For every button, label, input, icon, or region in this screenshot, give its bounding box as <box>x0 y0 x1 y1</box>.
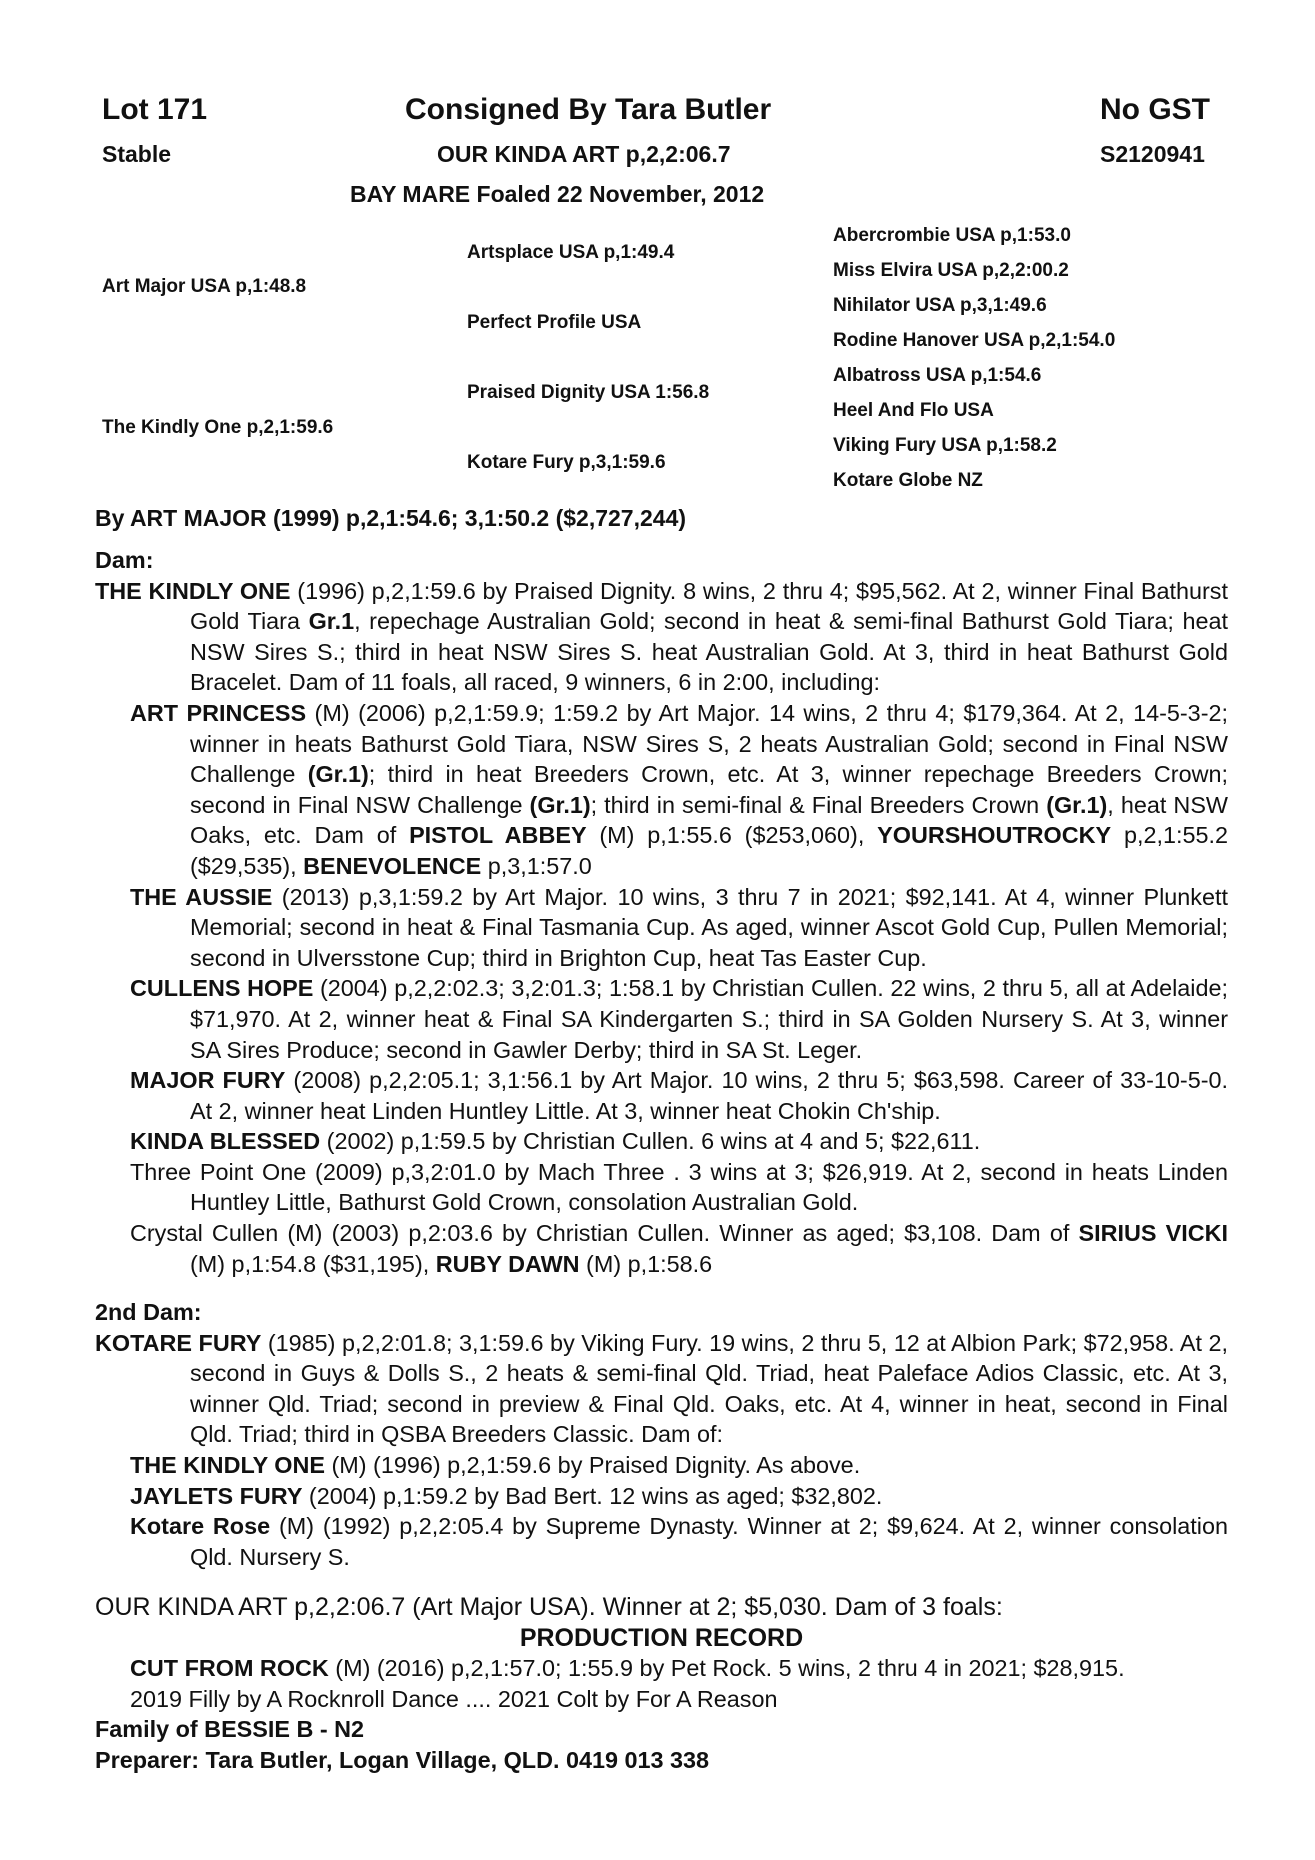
pedigree-sire: Art Major USA p,1:48.8 <box>102 276 307 297</box>
pedigree-gen2: Artsplace USA p,1:49.4 <box>467 242 675 263</box>
progeny-entry: KINDA BLESSED (2002) p,1:59.5 by Christian Cullen. 6 wins at 4 and 5; $22,611. <box>130 1128 981 1155</box>
dam-heading: Dam: <box>95 547 154 573</box>
progeny-entry: CULLENS HOPE (2004) p,2,2:02.3; 3,2:01.3; 1:58.1 by Christian Cullen. 22 wins, 2 thru 5, all at Adelaide; $71,970. At 2, winner heat & Final SA Kindergarten S.; third in SA Golden Nursery S. At 3, winner SA Sires Produce; second in Gawler Derby; third in SA St. Leger. <box>130 975 1228 1063</box>
family-line: Family of BESSIE B - N2 <box>95 1716 365 1743</box>
progeny-entry: Three Point One (2009) p,3,2:01.0 by Mach Three . 3 wins at 3; $26,919. At 2, second in heats Linden Huntley Little, Bathurst Gold Crown, consolation Australian Gold. <box>130 1158 1228 1216</box>
pedigree-dam: The Kindly One p,2,1:59.6 <box>102 417 334 438</box>
progeny-entry: Kotare Rose (M) (1992) p,2,2:05.4 by Supreme Dynasty. Winner at 2; $9,624. At 2, winner consolation Qld. Nursery S. <box>130 1513 1228 1570</box>
stable-label: Stable <box>102 141 172 167</box>
progeny-entry: THE AUSSIE (2013) p,3,1:59.2 by Art Major. 10 wins, 3 thru 7 in 2021; $92,141. At 4, winner Plunkett Memorial; second in heat & Final Tasmania Cup. As aged, winner Ascot Gold Cup, Pullen Memorial; second in Ulversstone Cup; third in Brighton Cup, heat Tas Easter Cup. <box>130 883 1229 971</box>
production-heading: PRODUCTION RECORD <box>519 1623 804 1652</box>
pedigree-gen3: Abercrombie USA p,1:53.0 <box>833 225 1071 246</box>
pedigree-gen3: Viking Fury USA p,1:58.2 <box>833 435 1057 456</box>
dam-section <box>95 545 1228 1279</box>
registration-code: S2120941 <box>1100 141 1205 167</box>
foaled-line: BAY MARE Foaled 22 November, 2012 <box>350 181 765 207</box>
progeny-entry: ART PRINCESS (M) (2006) p,2,1:59.9; 1:59.2 by Art Major. 14 wins, 2 thru 4; $179,364. At 2, 14-5-3-2; winner in heats Bathurst Gold Tiara, NSW Sires S, 2 heats Australian Gold; second in Final NSW Challenge (Gr.1); third in heat Breeders Crown, etc. At 3, winner repechage Breeders Crown; second in Final NSW Challenge (Gr.1); third in semi-final & Final Breeders Crown (Gr.1), heat NSW Oaks, etc. Dam of PISTOL ABBEY (M) p,1:55.6 ($253,060), YOURSHOUTROCKY p,2,1:55.2 ($29,535), BENEVOLENCE p,3,1:57.0 <box>130 699 1229 879</box>
pedigree-gen2: Kotare Fury p,3,1:59.6 <box>467 452 666 473</box>
pedigree-gen3: Albatross USA p,1:54.6 <box>833 365 1042 386</box>
pedigree-gen3: Nihilator USA p,3,1:49.6 <box>833 295 1047 316</box>
sire-line: By ART MAJOR (1999) p,2,1:54.6; 3,1:50.2 ($2,727,244) <box>95 505 687 531</box>
pedigree-gen2: Perfect Profile USA <box>467 312 642 333</box>
dam-entry: THE KINDLY ONE (1996) p,2,1:59.6 by Praised Dignity. 8 wins, 2 thru 4; $95,562. At 2, winner Final Bathurst Gold Tiara Gr.1, repechage Australian Gold; second in heat & semi-final Bathurst Gold Tiara; heat NSW Sires S.; third in heat NSW Sires S. heat Australian Gold. At 3, third in heat Bathurst Gold Bracelet. Dam of 11 foals, all raced, 9 winners, 6 in 2:00, including: <box>95 577 1229 696</box>
horse-name: OUR KINDA ART p,2,2:06.7 <box>437 141 731 167</box>
pedigree-gen3: Heel And Flo USA <box>833 400 994 421</box>
preparer-line: Preparer: Tara Butler, Logan Village, QLD. 0419 013 338 <box>95 1746 710 1773</box>
summary-line: OUR KINDA ART p,2,2:06.7 (Art Major USA). Winner at 2; $5,030. Dam of 3 foals: <box>95 1593 1003 1621</box>
progeny-entry: JAYLETS FURY (2004) p,1:59.2 by Bad Bert. 12 wins as aged; $32,802. <box>130 1482 883 1509</box>
pedigree-gen2: Praised Dignity USA 1:56.8 <box>467 382 710 403</box>
production-others: 2019 Filly by A Rocknroll Dance .... 2021 Colt by For A Reason <box>130 1685 778 1712</box>
pedigree-gen3: Kotare Globe NZ <box>833 470 983 491</box>
pedigree-gen3: Miss Elvira USA p,2,2:00.2 <box>833 260 1069 281</box>
consignor: Consigned By Tara Butler <box>405 93 772 126</box>
lot-number: Lot 171 <box>102 93 208 126</box>
progeny-entry: Crystal Cullen (M) (2003) p,2:03.6 by Christian Cullen. Winner as aged; $3,108. Dam of SIRIUS VICKI (M) p,1:54.8 ($31,195), RUBY DAWN (M) p,1:58.6 <box>130 1220 1229 1277</box>
second-dam-entry: KOTARE FURY (1985) p,2,2:01.8; 3,1:59.6 by Viking Fury. 19 wins, 2 thru 5, 12 at Albion Park; $72,958. At 2, second in Guys & Dolls S., 2 heats & semi-final Qld. Triad, heat Paleface Adios Classic, etc. At 3, winner Qld. Triad; second in preview & Final Qld. Oaks, etc. At 4, winner in heat, second in Final Qld. Triad; third in QSBA Breeders Classic. Dam of: <box>95 1329 1228 1448</box>
progeny-entry: THE KINDLY ONE (M) (1996) p,2,1:59.6 by Praised Dignity. As above. <box>130 1451 861 1478</box>
pedigree-gen3: Rodine Hanover USA p,2,1:54.0 <box>833 330 1116 351</box>
production-entry: CUT FROM ROCK (M) (2016) p,2,1:57.0; 1:55.9 by Pet Rock. 5 wins, 2 thru 4 in 2021; $28,915. <box>130 1655 1125 1682</box>
second-dam-heading: 2nd Dam: <box>95 1299 202 1325</box>
gst-status: No GST <box>1100 93 1210 126</box>
production-section <box>95 1592 1228 1776</box>
progeny-entry: MAJOR FURY (2008) p,2,2:05.1; 3,1:56.1 by Art Major. 10 wins, 2 thru 5; $63,598. Career of 33-10-5-0. At 2, winner heat Linden Huntley Little. At 3, winner heat Chokin Ch'ship. <box>130 1067 1229 1124</box>
second-dam-section <box>95 1297 1228 1572</box>
